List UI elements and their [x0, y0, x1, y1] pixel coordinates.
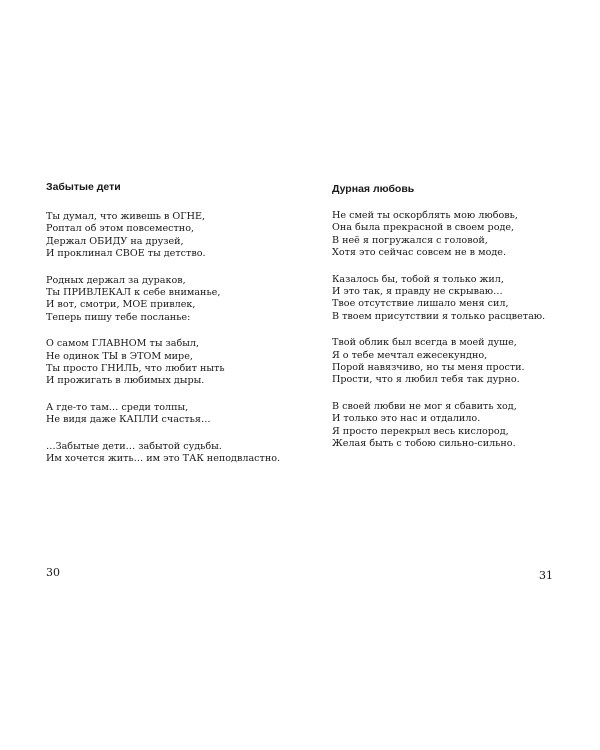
poem-line: Я о тебе мечтал ежесекундно,: [332, 349, 488, 361]
stanza: [46, 441, 280, 466]
poem-line: И это так, я правду не скрываю…: [332, 286, 503, 298]
stanza: [46, 275, 280, 325]
page-number: 30: [46, 566, 60, 579]
poem-line: Порой навязчиво, но ты меня прости.: [332, 362, 525, 374]
stanza: [46, 211, 280, 261]
poem-line: Ты думал, что живешь в ОГНЕ,: [46, 211, 206, 222]
stanza: [46, 338, 280, 388]
poem-line: Не видя даже КАПЛИ счастья…: [46, 414, 211, 426]
poem-durnaya-lyubov: [332, 183, 545, 465]
poem-line: Она была прекрасной в своем роде,: [332, 222, 515, 234]
poem-line: О самом ГЛАВНОМ ты забыл,: [46, 338, 200, 350]
poem-line: И прожигать в любимых дыры.: [46, 375, 205, 387]
poem-line: Прости, что я любил тебя так дурно.: [332, 374, 520, 386]
poem-line: И проклинал СВОЕ ты детство.: [46, 248, 206, 260]
stanza: [332, 274, 545, 324]
stanza: [46, 402, 280, 427]
poem-line: Я просто перекрыл весь кислород,: [332, 425, 509, 437]
poem-title: Дурная любовь: [332, 183, 415, 195]
poem-line: И вот, смотри, МОЕ привлек,: [46, 299, 196, 311]
stanza: [332, 401, 545, 451]
poem-title: Забытые дети: [46, 181, 121, 193]
poem-line: Роптал об этом повсеместно,: [46, 223, 195, 235]
poem-line: Твой облик был всегда в моей душе,: [332, 337, 517, 349]
poem-line: Ты просто ГНИЛЬ, что любит ныть: [46, 363, 225, 375]
poem-line: Желая быть с тобою сильно-сильно.: [332, 438, 516, 450]
stanza: [332, 210, 545, 260]
poem-line: Твое отсутствие лишало меня сил,: [332, 298, 509, 310]
poem-zabytye-deti: [46, 181, 280, 480]
poem-line: Не одинок ТЫ в ЭТОМ мире,: [46, 350, 193, 362]
poem-line: …Забытые дети… забытой судьбы.: [46, 440, 222, 452]
stanza: [332, 337, 545, 387]
right-page: [300, 0, 600, 750]
poem-line: В неё я погружался с головой,: [332, 234, 488, 246]
poem-line: Хотя это сейчас совсем не в моде.: [332, 247, 507, 259]
poem-line: Ты ПРИВЛЕКАЛ к себе вниманье,: [46, 287, 221, 299]
poem-line: А где-то там… среди толпы,: [46, 401, 189, 413]
poem-line: Казалось бы, тобой я только жил,: [332, 273, 504, 285]
page-number: 31: [539, 569, 553, 582]
poem-line: Не смей ты оскорблять мою любовь,: [332, 210, 518, 221]
poem-line: В твоем присутствии я только расцветаю.: [332, 310, 546, 322]
poem-line: Теперь пишу тебе посланье:: [46, 311, 191, 323]
poem-line: В своей любви не мог я сбавить ход,: [332, 400, 517, 412]
poem-line: Родных держал за дураков,: [46, 274, 186, 286]
poem-line: Держал ОБИДУ на друзей,: [46, 235, 184, 247]
poem-line: Им хочется жить… им это ТАК неподвластно.: [46, 453, 281, 465]
poem-line: И только это нас и отдалило.: [332, 413, 481, 425]
